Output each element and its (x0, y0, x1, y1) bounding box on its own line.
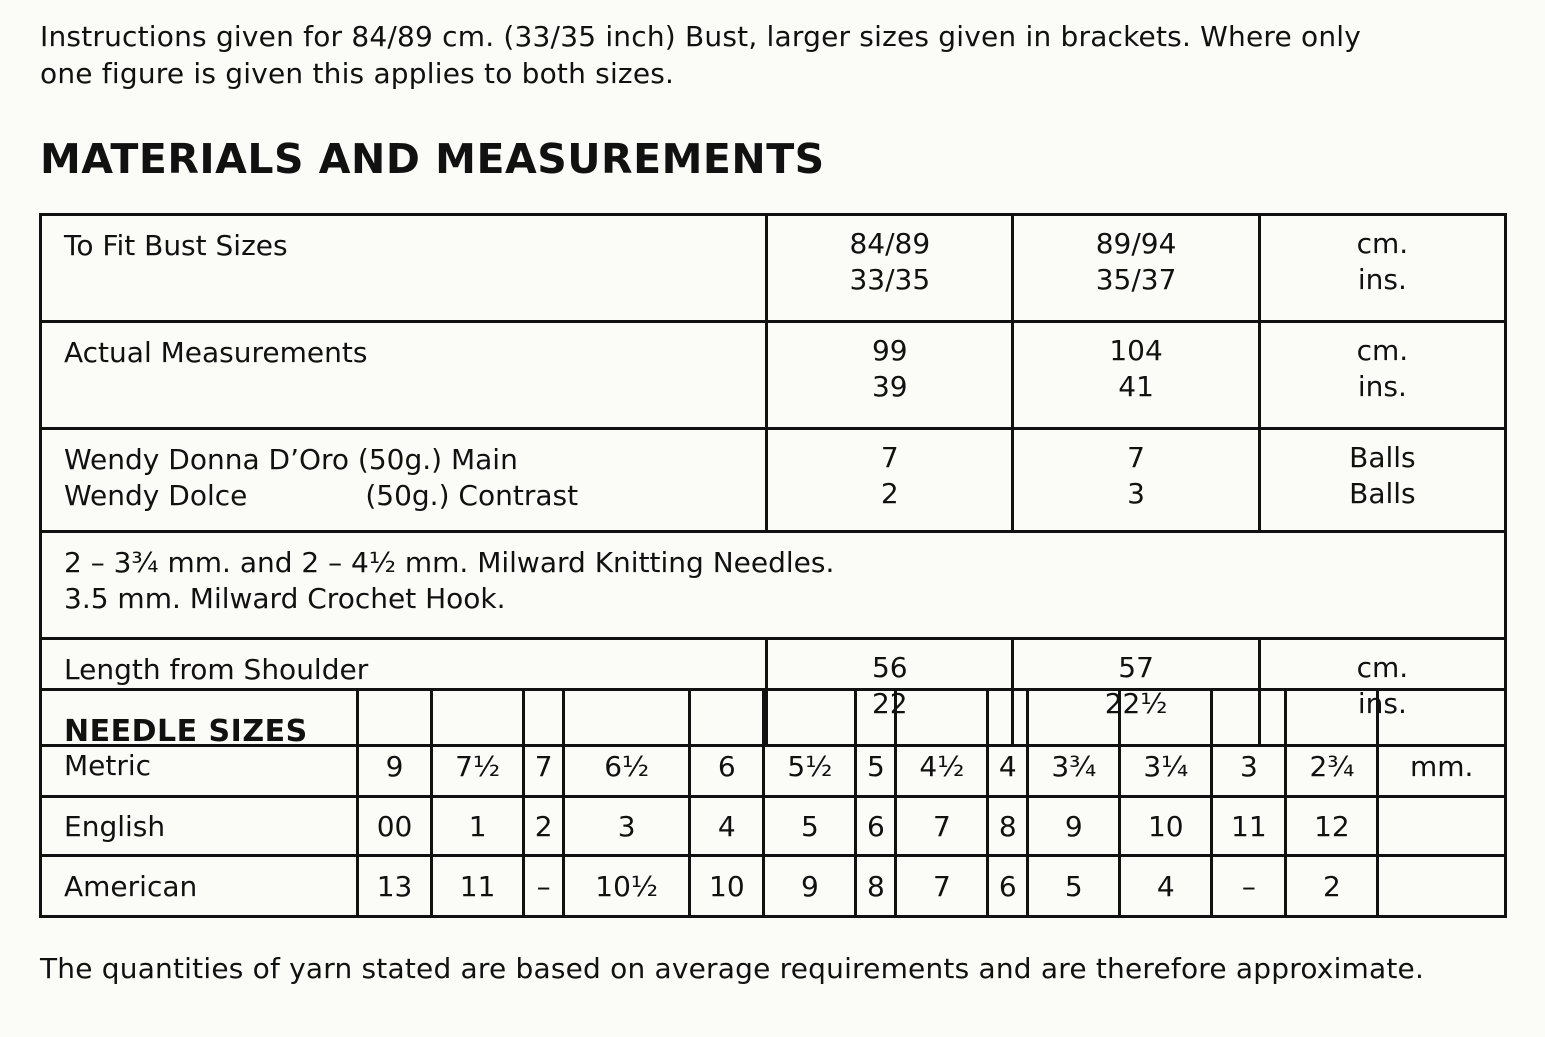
actual-row (41, 322, 1506, 429)
intro-text (40, 18, 1520, 92)
metric-cell: 9 (358, 690, 432, 797)
yarn-contrast: Wendy Dolce (50g.) Contrast (64, 479, 579, 512)
english-cell: 1 (432, 797, 524, 856)
american-cell: 10½ (564, 856, 690, 917)
english-cell: 3 (564, 797, 690, 856)
yarn-label (41, 429, 767, 532)
english-label: English (41, 797, 358, 856)
english-cell: 12 (1286, 797, 1378, 856)
needles-text-row (41, 532, 1506, 639)
length-label: Length from Shoulder (41, 639, 767, 746)
actual-unit: cm. ins. (1259, 322, 1505, 429)
metric-cell: 3¾ (1028, 690, 1120, 797)
english-cell: 7 (896, 797, 988, 856)
metric-cell: 6½ (564, 690, 690, 797)
metric-cell: 2¾ (1286, 690, 1378, 797)
english-cell: 4 (690, 797, 764, 856)
american-cell: 10 (690, 856, 764, 917)
american-label: American (41, 856, 358, 917)
english-cell: 00 (358, 797, 432, 856)
needle-sizes-title: NEEDLE SIZES (64, 714, 308, 749)
american-cell (1378, 856, 1506, 917)
bust-label: To Fit Bust Sizes (41, 215, 767, 322)
american-cell: – (524, 856, 564, 917)
english-cell (1378, 797, 1506, 856)
yarn-size-2: 7 3 (1013, 429, 1259, 532)
american-cell: 8 (856, 856, 896, 917)
american-cell: 4 (1120, 856, 1212, 917)
needle-sizes-table (39, 688, 1507, 918)
english-cell: 9 (1028, 797, 1120, 856)
section-heading: MATERIALS AND MEASUREMENTS (40, 135, 825, 183)
american-row (41, 856, 1506, 917)
metric-label-cell (41, 690, 358, 797)
bust-row (41, 215, 1506, 322)
metric-cell: 4½ (896, 690, 988, 797)
metric-cell: 6 (690, 690, 764, 797)
american-cell: 13 (358, 856, 432, 917)
intro-line-2: one figure is given this applies to both sizes. (40, 57, 675, 90)
metric-unit-cell: mm. (1378, 690, 1506, 797)
yarn-row (41, 429, 1506, 532)
length-size-2: 57 22½ (1013, 639, 1259, 746)
length-size-1: 56 22 (767, 639, 1013, 746)
footer-note: The quantities of yarn stated are based on average requirements and are therefore approximate. (40, 952, 1425, 985)
english-cell: 6 (856, 797, 896, 856)
english-cell: 11 (1212, 797, 1286, 856)
metric-cell: 7½ (432, 690, 524, 797)
american-cell: 7 (896, 856, 988, 917)
actual-size-2: 104 41 (1013, 322, 1259, 429)
metric-row (41, 690, 1506, 797)
yarn-main: Wendy Donna D’Oro (50g.) Main (64, 443, 518, 476)
metric-cell: 3 (1212, 690, 1286, 797)
bust-unit: cm. ins. (1259, 215, 1505, 322)
yarn-size-1: 7 2 (767, 429, 1013, 532)
american-cell: 6 (988, 856, 1028, 917)
metric-cell: 3¼ (1120, 690, 1212, 797)
american-cell: 9 (764, 856, 856, 917)
metric-cell: 5½ (764, 690, 856, 797)
american-cell: – (1212, 856, 1286, 917)
needles-text: 2 – 3¾ mm. and 2 – 4½ mm. Milward Knitting Needles. 3.5 mm. Milward Crochet Hook. (41, 532, 1506, 639)
english-cell: 10 (1120, 797, 1212, 856)
metric-cell: 4 (988, 690, 1028, 797)
english-cell: 2 (524, 797, 564, 856)
bust-size-2: 89/94 35/37 (1013, 215, 1259, 322)
length-unit: cm. ins. (1259, 639, 1505, 746)
bust-size-1: 84/89 33/35 (767, 215, 1013, 322)
english-row (41, 797, 1506, 856)
metric-cell: 5 (856, 690, 896, 797)
english-cell: 5 (764, 797, 856, 856)
american-cell: 2 (1286, 856, 1378, 917)
english-cell: 8 (988, 797, 1028, 856)
yarn-unit: Balls Balls (1259, 429, 1505, 532)
american-cell: 11 (432, 856, 524, 917)
intro-line-1: Instructions given for 84/89 cm. (33/35 inch) Bust, larger sizes given in brackets. Where only (40, 20, 1362, 53)
american-cell: 5 (1028, 856, 1120, 917)
actual-size-1: 99 39 (767, 322, 1013, 429)
actual-label: Actual Measurements (41, 322, 767, 429)
metric-cell: 7 (524, 690, 564, 797)
materials-table (39, 213, 1507, 747)
metric-label: Metric (64, 749, 152, 782)
